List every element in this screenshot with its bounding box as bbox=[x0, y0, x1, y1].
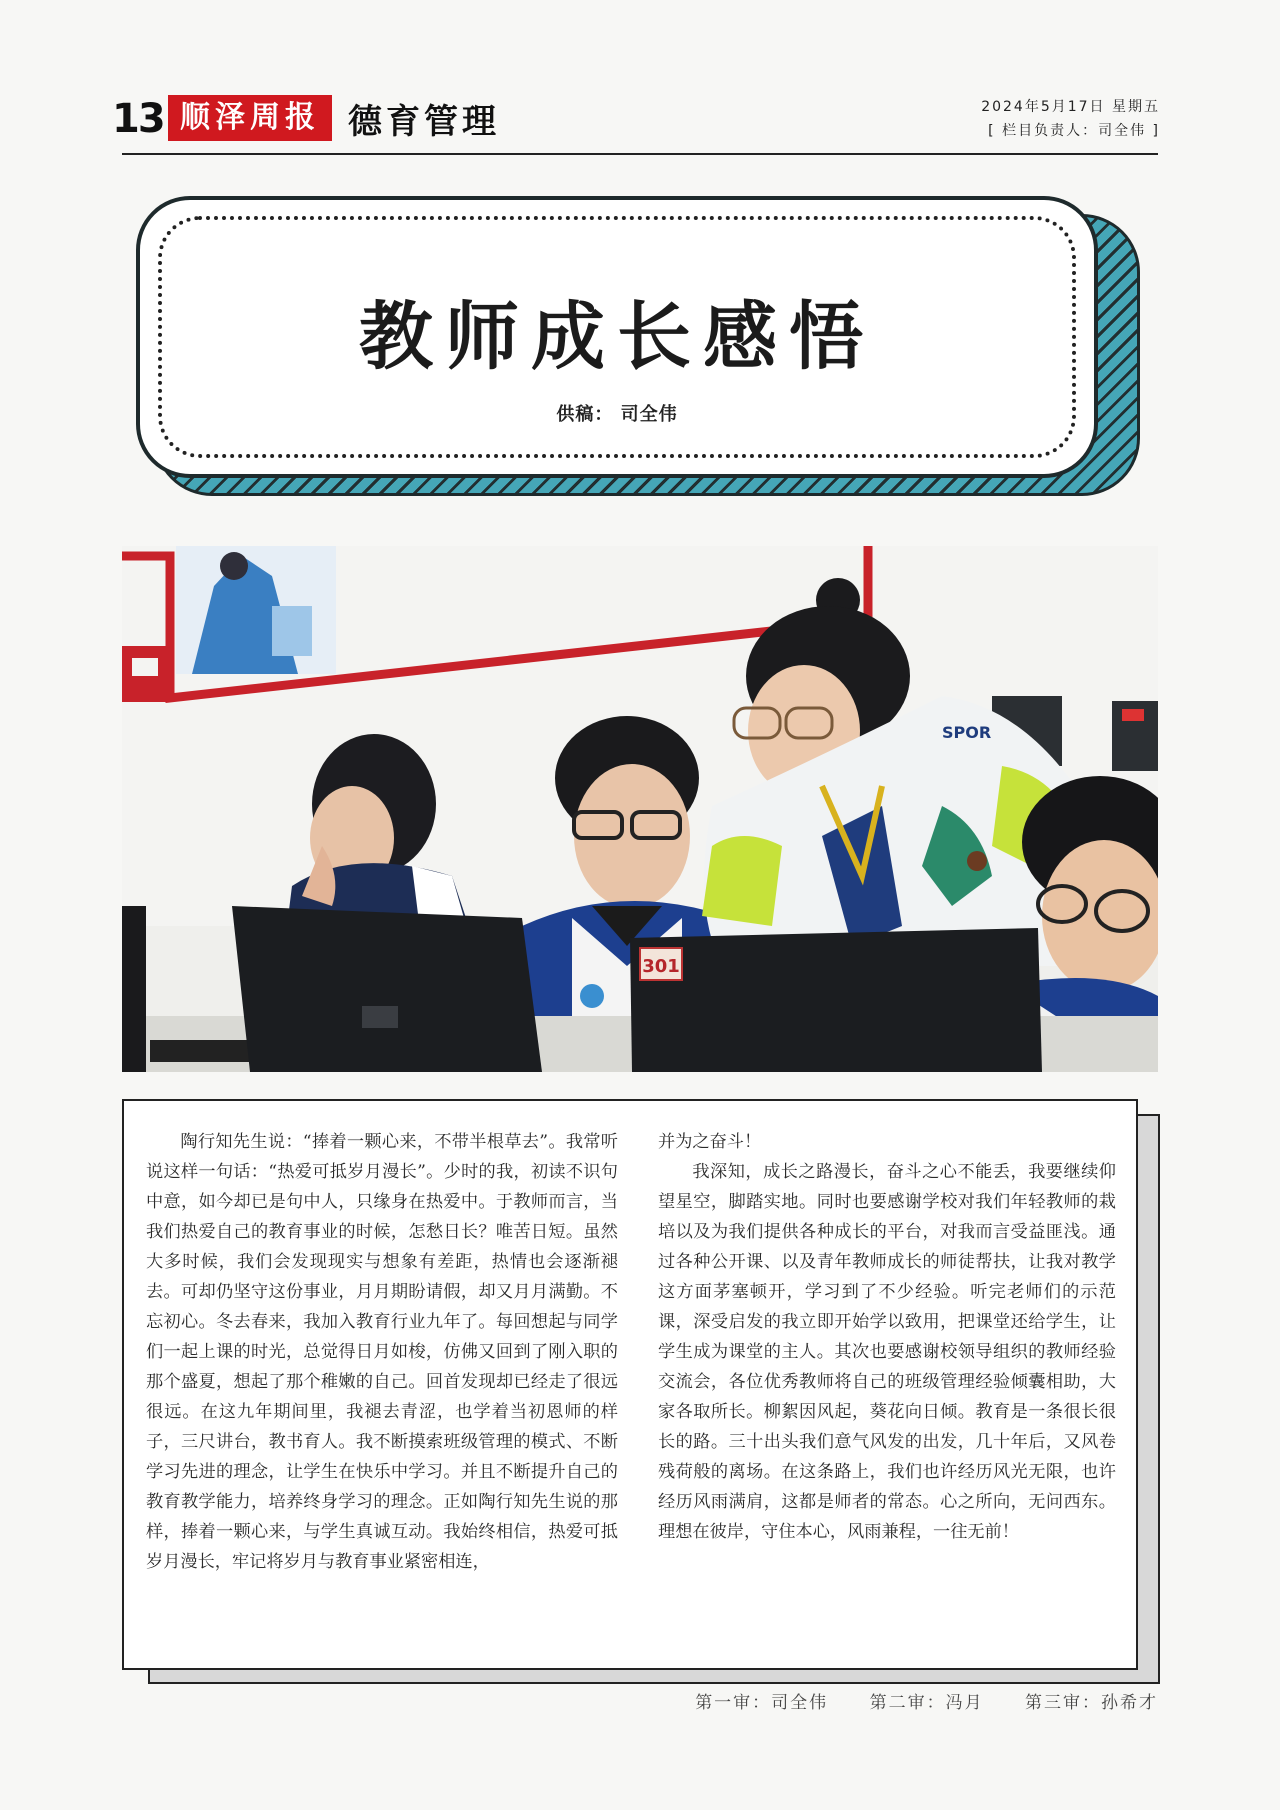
masthead bbox=[112, 90, 1160, 154]
monitor-label: 301 bbox=[642, 956, 680, 977]
column-editor: [ 栏目负责人：司全伟 ] bbox=[988, 123, 1160, 139]
article-photo bbox=[122, 546, 1158, 1072]
article-paragraph-continuation: 并为之奋斗！ bbox=[658, 1132, 762, 1152]
article-title: 教师成长感悟 bbox=[359, 294, 875, 380]
issue-date: 2024年5月17日 星期五 bbox=[981, 99, 1160, 115]
article-body bbox=[122, 1099, 1138, 1670]
first-reviewer: 第一审：司全伟 bbox=[695, 1693, 829, 1713]
title-banner bbox=[132, 192, 1142, 498]
second-reviewer: 第二审：冯月 bbox=[869, 1693, 984, 1713]
third-reviewer: 第三审：孙希才 bbox=[1025, 1693, 1158, 1713]
article-paragraph: 陶行知先生说：“捧着一颗心来，不带半根草去”。我常听说这样一句话：“热爱可抵岁月漫长”。少时的我，初读不识句中意，如今却已是句中人，只缘身在热爱中。于教师而言，当我们热爱自己的教育事业的时候，怎愁日长？唯苦日短。虽然大多时候，我们会发现现实与想象有差距，热情也会逐渐褪去。可却仍坚守这份事业，月月期盼请假，却又月月满勤。不忘初心。冬去春来，我加入教育行业九年了。每回想起与同学们一起上课的时光，总觉得日月如梭，仿佛又回到了刚入职的那个盛夏，想起了那个稚嫩的自己。回首发现却已经走了很远很远。在这九年期间里，我褪去青涩，也学着当初恩师的样子，三尺讲台，教书育人。我不断摸索班级管理的模式、不断学习先进的理念，让学生在快乐中学习。并且不断提升自己的教育教学能力，培养终身学习的理念。正如陶行知先生说的那样，捧着一颗心来，与学生真诚互动。我始终相信，热爱可抵岁月漫长，牢记将岁月与教育事业紧密相连， bbox=[146, 1132, 618, 1572]
reviewer-credits bbox=[661, 1688, 1158, 1713]
article-byline: 供稿： 司全伟 bbox=[556, 404, 678, 425]
teacher-shirt-text: SPOR bbox=[942, 723, 992, 742]
title-card bbox=[136, 196, 1098, 478]
article-column-left bbox=[146, 1127, 618, 1577]
article-paragraph: 我深知，成长之路漫长，奋斗之心不能丢，我要继续仰望星空，脚踏实地。同时也要感谢学校对我们年轻教师的栽培以及为我们提供各种成长的平台，对我而言受益匪浅。通过各种公开课、以及青年教师成长的师徒帮扶，让我对教学这方面茅塞顿开，学习到了不少经验。听完老师们的示范课，深受启发的我立即开始学以致用，把课堂还给学生，让学生成为课堂的主人。其次也要感谢校领导组织的教师经验交流会，各位优秀教师将自己的班级管理经验倾囊相助，大家各取所长。柳絮因风起，葵花向日倾。教育是一条很长很长的路。三十出头我们意气风发的出发，几十年后，又风卷残荷般的离场。在这条路上，我们也许经历风光无限，也许经历风雨满肩，这都是师者的常态。心之所向，无问西东。理想在彼岸，守住本心，风雨兼程，一往无前！ bbox=[658, 1162, 1116, 1542]
masthead-rule bbox=[122, 153, 1158, 155]
page-number: 13 bbox=[112, 96, 164, 142]
paper-logo: 顺泽周报 bbox=[168, 95, 332, 141]
article-column-right bbox=[658, 1127, 1116, 1547]
section-title: 德育管理 bbox=[348, 102, 500, 142]
